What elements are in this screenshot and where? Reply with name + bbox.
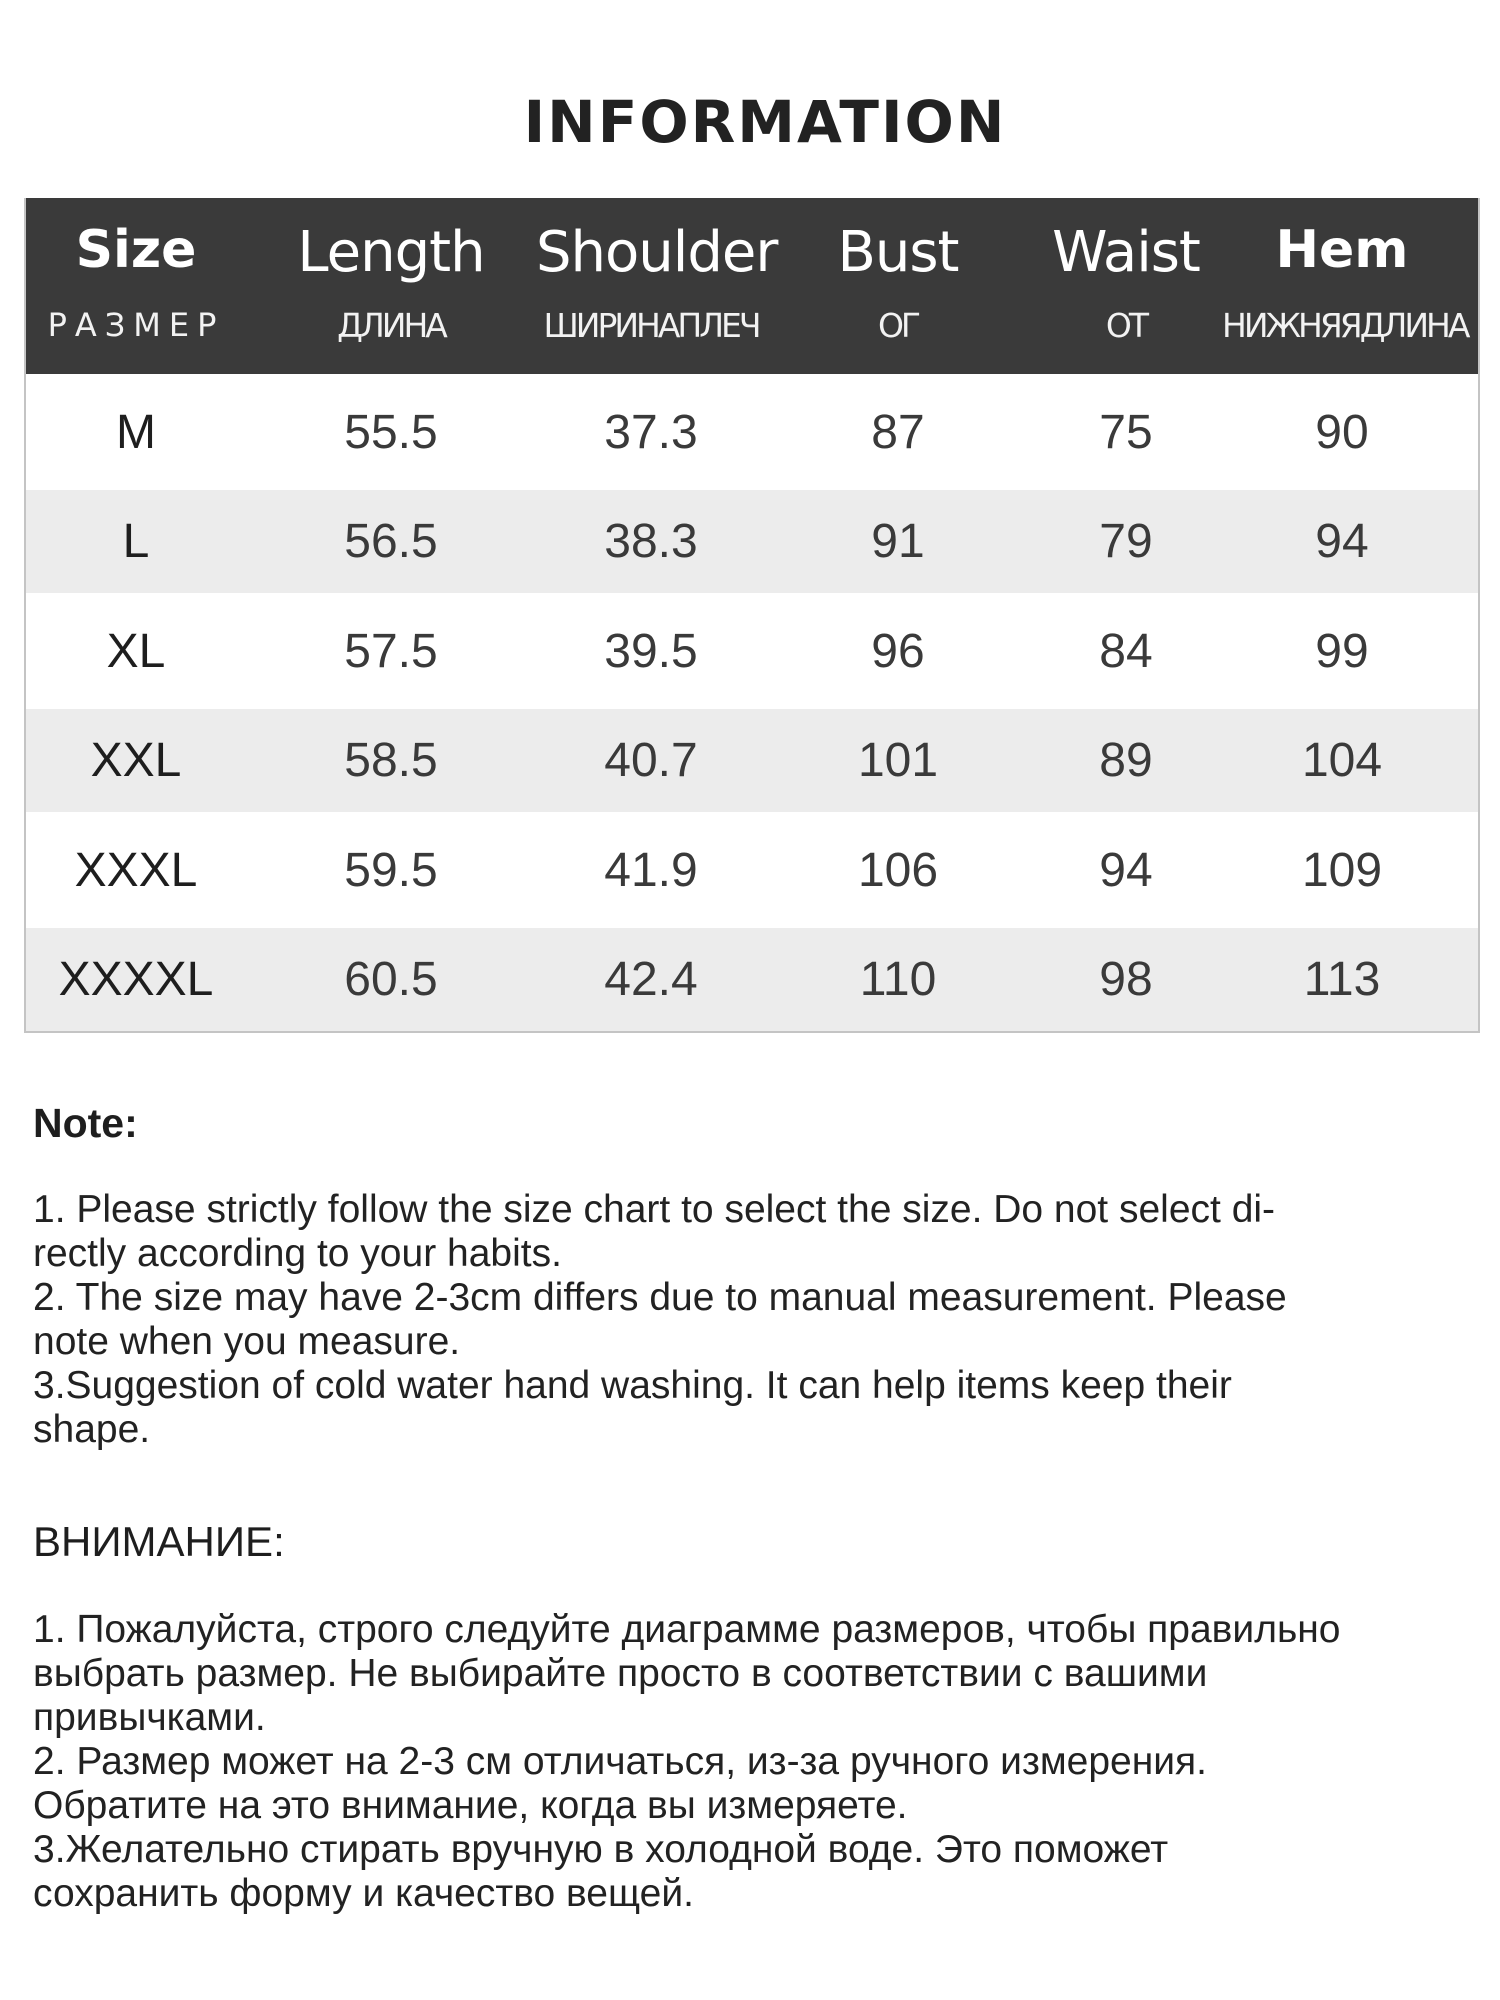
note-block-en <box>33 1188 1473 1452</box>
size-chart-table <box>24 198 1480 1033</box>
hem-cell: 113 <box>1303 953 1381 1006</box>
waist-cell: 84 <box>1099 624 1153 678</box>
waist-cell: 89 <box>1099 734 1153 787</box>
length-cell: 58.5 <box>344 734 438 787</box>
table-row <box>26 374 1478 490</box>
note-heading-en <box>33 1100 1473 1147</box>
header-label-ru: ОТ <box>1105 306 1147 345</box>
note-heading: Note: <box>33 1100 138 1146</box>
header-label-en: Hem <box>1275 220 1409 280</box>
shoulder-cell: 40.7 <box>604 734 698 787</box>
length-cell: 56.5 <box>344 515 438 568</box>
header-label-ru: НИЖНЯЯДЛИНА <box>1222 306 1468 345</box>
hem-cell: 90 <box>1315 405 1369 459</box>
header-shoulder <box>536 198 778 374</box>
table-header <box>26 198 1478 374</box>
waist-cell: 94 <box>1099 843 1153 897</box>
bust-cell: 110 <box>859 953 937 1006</box>
header-size <box>26 198 246 374</box>
header-label-ru: РАЗМЕР <box>47 306 225 344</box>
page-title: INFORMATION <box>523 88 1007 156</box>
header-label-en: Bust <box>837 220 959 285</box>
header-bust <box>766 198 1030 374</box>
table-row <box>26 490 1478 593</box>
header-label-ru: ШИРИНАПЛЕЧ <box>543 306 759 345</box>
note-block-ru <box>33 1608 1473 1916</box>
hem-cell: 104 <box>1301 734 1383 787</box>
header-label-ru: ДЛИНА <box>337 306 445 345</box>
note-heading: ВНИМАНИЕ: <box>33 1518 285 1565</box>
header-label-en: Size <box>75 220 197 280</box>
header-length <box>246 198 536 374</box>
bust-cell: 91 <box>871 515 925 568</box>
shoulder-cell: 37.3 <box>604 405 698 459</box>
note-heading-ru <box>33 1518 1473 1566</box>
table-row <box>26 812 1478 928</box>
size-cell: XXXL <box>74 843 198 897</box>
shoulder-cell: 42.4 <box>604 953 698 1006</box>
size-cell: XXXXL <box>58 953 214 1006</box>
length-cell: 60.5 <box>344 953 438 1006</box>
shoulder-cell: 38.3 <box>604 515 698 568</box>
hem-cell: 99 <box>1315 624 1369 678</box>
size-cell: L <box>122 515 150 568</box>
size-cell: M <box>116 405 156 459</box>
table-row <box>26 593 1478 709</box>
size-cell: XXL <box>90 734 182 787</box>
header-label-en: Length <box>297 220 485 285</box>
header-label-ru: ОГ <box>877 306 919 345</box>
header-hem <box>1222 198 1468 374</box>
note-text: 1. Please strictly follow the size chart to select the size. Do not select di- rectly according to your habits. 2. The size may have 2-3cm differs due to manual measurement. Please note when you measure. 3.Suggestion of cold water hand washing. It can help items keep their shape. <box>33 1188 1287 1451</box>
header-label-en: Waist <box>1052 220 1200 285</box>
shoulder-cell: 41.9 <box>604 843 698 897</box>
waist-cell: 75 <box>1099 405 1153 459</box>
header-label-en: Shoulder <box>536 220 778 285</box>
bust-cell: 101 <box>857 734 939 787</box>
note-text: 1. Пожалуйста, строго следуйте диаграмме размеров, чтобы правильно выбрать размер. Не выбирайте просто в соответствии с вашими привычками. 2. Размер может на 2-3 см отличаться, из-за ручного измерения. Обратите на это внимание, когда вы измеряете. 3.Желательно стирать вручную в холодной воде. Это поможет сохранить форму и качество вещей. <box>33 1608 1341 1915</box>
table-row <box>26 928 1478 1031</box>
size-cell: XL <box>106 624 166 678</box>
bust-cell: 96 <box>871 624 925 678</box>
header-waist <box>1030 198 1222 374</box>
bust-cell: 106 <box>857 843 939 897</box>
hem-cell: 109 <box>1301 843 1383 897</box>
waist-cell: 98 <box>1099 953 1153 1006</box>
waist-cell: 79 <box>1099 515 1153 568</box>
table-row <box>26 709 1478 812</box>
shoulder-cell: 39.5 <box>604 624 698 678</box>
hem-cell: 94 <box>1315 515 1369 568</box>
length-cell: 59.5 <box>344 843 438 897</box>
length-cell: 57.5 <box>344 624 438 678</box>
bust-cell: 87 <box>871 405 925 459</box>
length-cell: 55.5 <box>344 405 438 459</box>
